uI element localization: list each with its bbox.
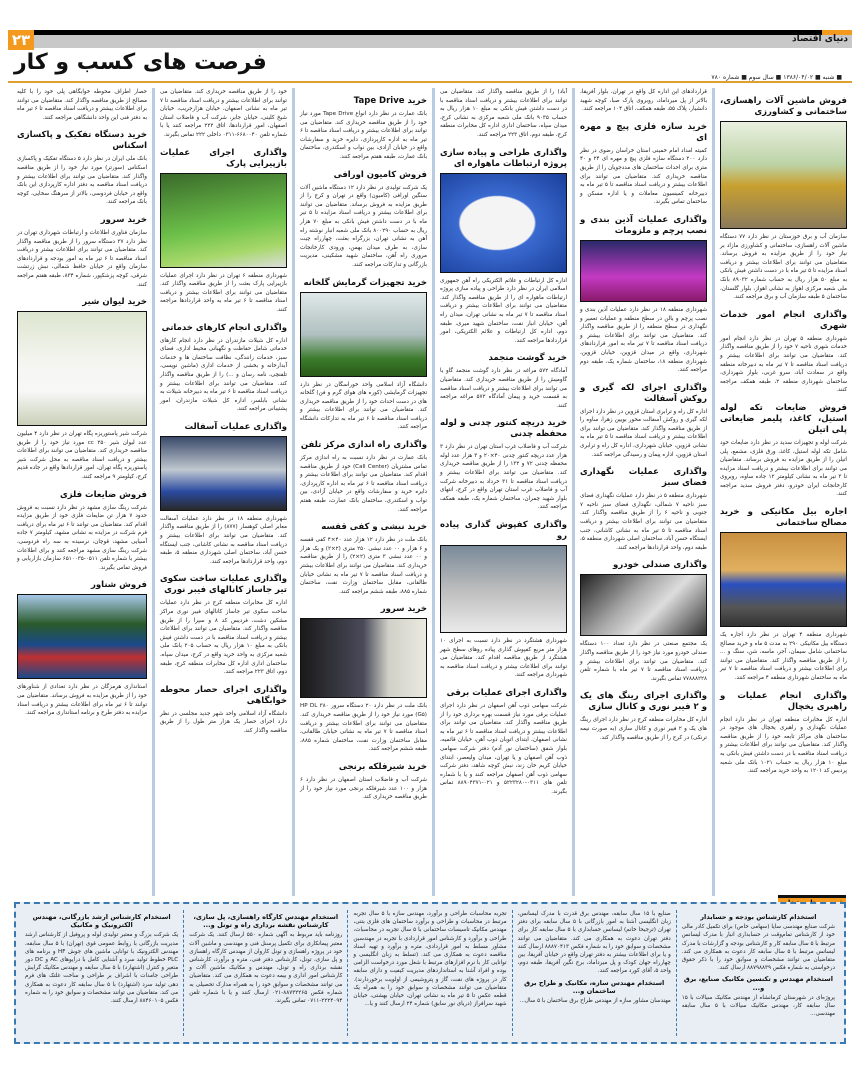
ad-body-text: شهرداری منطقه ۱۸ در نظر دارد عملیات آسفالت معابر اصلی کوهسار (۸۷۷) را از طریق مناقصه واگذار کند. متقاضیان می توانند برای اطلاعات بیشتر و دریافت اسناد مناقصه به نشانی کاشانی، جنب ایستگاه حسن آباد، ساختمان اصلی شهرداری منطقه ۵، طبقه دوم، واحد قراردادها مراجعه کنند. — [160, 515, 287, 565]
dateline: ■ شنبه ■ ۱۳۸۶/۰۴/۰۲ ■ سال سوم ■ شماره ۷۸۰ — [705, 74, 848, 81]
paper-name-logo: دنیای اقتصاد — [792, 34, 848, 44]
job-ad-headline: استخدام مهندس و تکنسین مکانیک صنایع، برق و... — [683, 975, 833, 992]
city-lights-photo — [580, 240, 707, 302]
column-5 — [152, 88, 292, 896]
ad-item — [300, 170, 427, 270]
ad-body-text: اداره کل ارتباطات و علائم الکتریکی راه آهن جمهوری اسلامی ایران در نظر دارد طراحی و پیاده سازی پروژه ارتباطات ماهواره ای را از طریق مناقصه واگذار کند. متقاضیان می توانند برای اطلاعات بیشتر و دریافت اسناد مناقصه تا ۷ تیر ماه به نشانی تهران، میدان راه آهن، خیابان انبار نفت، ساختمان شهید میری، طبقه دوم، اداره کل ارتباطات و علائم الکتریکی، امور قراردادها مراجعه کنند. — [440, 277, 567, 344]
ad-headline: واگذاری اجرای عملیات برقی — [446, 688, 567, 698]
job-ad-body-text: یک شرکت بزرگ و معتبر تولیدی لوله و پروفیل از کارشناس ارشد مدیریت بازرگانی با روابط عمومی قوی (تهران) با ۵ سال سابقه، مهندس الکترونیک با توانایی ماشین های جوش HF و برنامه های PLC خطوط تولید سرد و آشنایی کامل با درایوهای AC و DC دور متغیر و کنترل (اشتهارد) با ۵ سال سابقه و مهندس مکانیک گرایش طراحی جامدات با اشراف بر طراحی و ساخت غلتک های فرم دهی تولید سرد (اشتهارد) با ۵ سال سابقه کار دعوت به همکاری می کند. متقاضیان می توانند مشخصات و سوابق خود را به شماره فکس ۸۸۴۶۰۱۰۵ ارسال کنند. — [24, 932, 179, 1005]
ad-body-text: شرکت شیر پاستوریزه پگاه تهران در نظر دارد ۴ میلیون عدد لیوان شیر ۲۵۰ cc مورد نیاز خود را از طریق مناقصه خریداری کند. متقاضیان می توانند برای اطلاعات بیشتر و دریافت اسناد مناقصه به محل شرکت شیر پاستوریزه پگاه تهران، امور قراردادها واقع در جاده قدیم کرج، کیلومتر ۹ مراجعه کنند. — [17, 431, 148, 481]
ad-item — [580, 215, 707, 375]
ad-item — [17, 580, 147, 717]
ad-item — [580, 122, 707, 207]
ad-item — [720, 507, 847, 683]
crane-photo — [720, 121, 847, 229]
ad-body-text: یک شرکت تولیدی در نظر دارد ۱۲ دستگاه ماشین آلات سنگین اورافی (کامیون) واقع در تهران و کرج را از طریق مزایده به فروش برساند. متقاضیان می توانند برای اطلاعات بیشتر و دریافت اسناد مزایده تا ۵ تیر ماه با در دست داشتن فیش بانکی به مبلغ ۷۰ هزار ریال به حساب ۸۰۰۲۹۰ بانک ملی شعبه انبار نوشته راه آهن به نشانی تهران، بزرگراه بعثت، چهارراه چیت سازی، به طرف میدان بهمن، ورودی کارخانجات مروری راه آهن، ساختمان شهید مشکینی، مدیریت بازرگانی و تدارکات مراجعه کنند. — [300, 184, 428, 268]
ad-headline: فروش ضایعات تکه لوله استیل، کاغذ، پلیمر ضایعاتی پلی اتیلن — [720, 402, 847, 435]
boat-photo — [17, 594, 147, 679]
ad-headline: خرید نبشی و کفی قفسه — [321, 522, 427, 533]
job-ad-headline: استخدام مهندس سازه، مکانیک و طراح برق ساختمان و... — [524, 978, 665, 995]
ad-body-text: شهرداری هشتگرد در نظر دارد نسبت به اجرای ۱۰ هزار متر مربع کفپوش گذاری پیاده روهای سطح شهر هشتگرد از طریق مناقصه اقدام کند. متقاضیان می توانند برای اطلاعات بیشتر و دریافت اسناد مناقصه به شهرداری مراجعه کنند. — [440, 638, 567, 679]
ad-item — [17, 130, 147, 207]
ad-body-text: کمیته امداد امام خمینی استان خراسان رضوی در نظر دارد ۲۰۰ دستگاه سازه فلزی پیچ و مهره ای ۲۴ و ۴۰ متری برای احداث ساختمان های مددجویان را از طریق مناقصه خریداری کند. متقاضیان می توانند برای اطلاعات بیشتر و دریافت اسناد مناقصه تا ۵ تیر ماه به دبیرخانه کمیسیون معاملات و یا اداره مسکن و ساختمان تماس بگیرند. — [580, 147, 708, 206]
article-columns — [8, 88, 852, 896]
ad-item — [440, 353, 567, 410]
job-ad-body-text: تجربه محاسبات طراحی و برآورد، مهندس سازه با ۵ سال تجربه مرتبط در محاسبات و طراحی و برآورد ساختمان های فلزی بتنی، مهندس مکانیک تاسیسات ساختمانی با ۵ سال تجربه در محاسبات، طراحی و برآورد و کارشناس امور قراردادی با تجربه در مهندسین مشاور مسلط به امور قراردادی، متره و برآورد و تهیه اسناد مناقصه دعوت به همکاری می کند. (تسلط به زبان انگلیسی و توانایی کار با نرم افزارهای مرتبط با شغل مورد درخواست الزامی بوده و افراد آشنا به استانداردهای مدیریت کیفیت و دارای سابقه کار در پروژه های نفت، گاز و پتروشیمی از اولویت برخوردارند). متقاضیان می توانند مشخصات و سوابق خود را به همراه یک قطعه عکس تا ۵ تیر ماه به نشانی تهران، خیابان بهشتی، خیابان شهید سرافراز (دریای نور سابق) شماره ۲۴ ارسال کنند و یا... — [353, 911, 507, 1008]
page-number: ۲۳ — [8, 30, 34, 50]
ad-item — [720, 403, 847, 499]
ad-body-text: دانشگاه آزاد اسلامی واحد شهر جدید مجلسی در نظر دارد اجرای حصار یک هزار متر طول را از طریق مناقصه واگذار کند. — [160, 710, 287, 734]
ad-headline: فروش ماشین آلات راهسازی، ساختمانی و کشاورزی — [720, 96, 847, 117]
classified-column-1 — [676, 910, 840, 1036]
ad-headline: واگذاری انجام عملیات و راهبری یخچال — [720, 690, 847, 712]
ad-body-text: بانک ملی ایران در نظر دارد ۵ دستگاه تفکیک و پاکسازی اسکناس (سورتر) مورد نیاز خود را از طریق مناقصه واگذار کند. متقاضیان می توانند برای اطلاعات بیشتر و دریافت اسناد مناقصه به دفتر اداره کارپردازی این بانک واقع در خیابان فردوسی، بالاتر از سرهنگ سخایی، کوچه بانک مراجعه کنند. — [17, 156, 147, 206]
ad-body-text: بانک ملت در نظر دارد ۲۰ دستگاه سرور HP DL ۳۸۰ (G۵) مورد نیاز خود را از طریق مناقصه خریداری کند. متقاضیان می توانند برای اطلاعات بیشتر و دریافت اسناد مناقصه تا ۷ تیر ماه به نشانی خیابان طالقانی، مقابل ساختمان وزارت نفت، ساختمان شماره ۸۸۵، طبقه ششم مراجعه کنند. — [300, 703, 428, 753]
ad-item — [440, 88, 567, 140]
ad-headline: خرید Tape Drive — [353, 96, 427, 106]
ad-headline: خرید گوشت منجمد — [488, 353, 567, 364]
classified-column-3 — [347, 910, 511, 1036]
ad-body-text: دانشگاه آزاد اسلامی واحد خوراسگان در نظر دارد تجهیزات گرمایشی (کوره های هوای گرم و فن) گلخانه های در دست احداث خود را از طریق مناقصه خریداری کند. متقاضیان می توانند برای اطلاعات بیشتر و دریافت اسناد مناقصه تا ۶ تیر ماه به تدارکات دانشگاه مراجعه کنند. — [300, 381, 428, 431]
ad-item — [17, 215, 147, 289]
ad-headline: واگذاری انجام کارهای خدماتی — [161, 322, 287, 333]
column-4 — [292, 88, 432, 896]
ad-headline: خرید تجهیزات گرمایش گلخانه — [303, 277, 427, 288]
ad-item — [17, 490, 147, 573]
ad-body-text: بانک عمارت در نظر دارد انواع Tape Drive مورد نیاز خود را از طریق مناقصه خریداری کند. متقاضیان می توانند برای اطلاعات بیشتر و دریافت اسناد مناقصه تا ۶ تیر ماه به اداره کارپردازی، دایره خرید و سفارشات واقع در خیابان آزادی، بین نواب و اسکندری، ساختمان بانک عمارت، طبقه هفتم مراجعه کنند. — [300, 111, 427, 160]
ad-item — [17, 297, 147, 482]
ad-body-text: شهرداری منطقه ۱۸ در نظر دارد عملیات آذین بندی و نصب پرچم و بالن در سطح منطقه و عملیات تعمیر و نگهداری در سطح منطقه را از طریق مناقصه واگذار کند. متقاضیان می توانند برای اطلاعات بیشتر و دریافت اسناد مناقصه تا ۷ تیر ماه به امور قراردادهای شهرداری، واقع در میدان قزوین، خیابان قزوین، شهرداری منطقه ۱۸، ساختمان شماره یک، طبقه دوم مراجعه کنند. — [580, 306, 708, 374]
column-2 — [572, 88, 712, 896]
ad-headline: واگذاری اجرای لکه گیری و روکش آسفالت — [580, 382, 707, 404]
ad-headline: واگذاری عملیات ساخت سکوی تیر جاساز کانالهای فیبر نوری — [160, 574, 287, 596]
milk-glass-photo — [17, 311, 147, 426]
column-6 — [12, 88, 152, 896]
ad-headline: خرید سازه فلزی پیچ و مهره ای — [580, 121, 707, 143]
ad-item — [160, 422, 287, 567]
masthead — [8, 30, 852, 48]
ad-headline: واگذاری انجام امور خدمات شهری — [720, 309, 847, 331]
ad-headline: فروش ضایعات فلزی — [59, 489, 147, 500]
classified-column-5 — [20, 910, 183, 1036]
ad-body-text: حصار اطراف محوطه خوابگاهی پلی خود را با کلیه مصالح از طریق مناقصه واگذار کند. متقاضیان می توانند برای اطلاعات بیشتر و دریافت اسناد مناقصه تا ۶ تیر ماه به دفتر فنی این واحد دانشگاهی مراجعه کنند. — [17, 89, 147, 121]
column-3 — [432, 88, 572, 896]
ad-headline: خرید دریچه کنتور چدنی و لوله محفظه چدنی — [440, 418, 567, 440]
ad-body-text: قراردادهای این اداره کل واقع در تهران، بلوار آفریقا، بالاتر از پل میرداماد، روبروی پارک صبا، کوچه شهید دانشیار، پلاک ۵۵، طبقه همکف، اتاق ۱۰۴ مراجعه کنند. — [580, 89, 707, 113]
ad-body-text: شهرداری منطقه ۶ تهران در نظر دارد اجرای عملیات بازپیرایی پارک بعثت را از طریق مناقصه واگذار کند. متقاضیان می توانند برای اطلاعات بیشتر و دریافت اسناد مناقصه تا ۶ تیر ماه به واحد قراردادها مراجعه کنند. — [160, 272, 287, 313]
ad-headline: اجاره بیل مکانیکی و خرید مصالح ساختمانی — [720, 507, 847, 529]
classifieds-box — [14, 902, 846, 1044]
ad-item — [160, 148, 287, 315]
park-photo — [160, 173, 287, 268]
ad-item — [300, 604, 427, 754]
ad-body-text: بانک ملت در نظر دارد ۱۲ هزار عدد ۴۰×۴ کفی قفسه و ۶ هزار و ۰۰ عدد نبشی ۲۵۰ متری (۲×۲) و یک هزار و ۰۰ عدد نبشی ۳ متری (۲×۲) را از طریق مناقصه خریداری کند. متقاضیان می توانند برای اطلاعات بیشتر و دریافت اسناد مناقصه تا ۷ تیر ماه به نشانی خیابان طالقانی، مقابل ساختمان وزارت نفت، ساختمان شماره ۸۸۵، طبقه ششم مراجعه کنند. — [300, 537, 428, 595]
ad-item — [720, 310, 847, 395]
satellite-dish-photo — [440, 173, 567, 273]
greenhouse-photo — [300, 292, 427, 377]
ad-item — [300, 278, 427, 433]
ad-item — [160, 685, 287, 736]
ad-item — [440, 418, 567, 512]
car-seats-photo — [580, 574, 707, 636]
ad-body-text: شرکت سهامی ذوب آهن اصفهان در نظر دارد اجرای عملیات برقی مورد نیاز قسمت بهره برداری خود را از طریق مناقصه واگذار کند. متقاضیان می توانند برای اطلاعات بیشتر و دریافت اسناد مناقصه تا ۶ تیر ماه به نشانی اصفهان، ابتدای اتوبان ذوب آهن، خیابان قائمیه، بلوار شفق (ساختمان نور آدم) دفتر شرکت سهامی ذوب آهن اصفهان و یا تهران، میدان ولیعصر، ابتدای خیابان کریم خان زند، نبش کوچه شاهد، دفتر شرکت سهامی ذوب آهن اصفهان مراجعه کنند و یا با شماره تلفن های ۰۳۱۱-۵۲۲۳۲۸۰ و ۰۲۱-۸۸۹۰۴۳۷۱ تماس بگیرند. — [440, 703, 567, 795]
ad-body-text: شرکت لوله و تجهیزات سدید در نظر دارد ضایعات خود شامل تکه لوله استیل، کاغذ، ورق فلزی، مشمع، پلی اتیلن را از طریق مزایده به فروش برساند. متقاضیان می توانند برای اطلاعات بیشتر و دریافت اسناد مزایده تا ۳ تیر ماه به نشانی کیلومتر ۱۲ جاده ساوه، روبروی کارخانجات ایران خودرو، دفتر فروش سدید مراجعه کنند. — [720, 439, 847, 498]
ad-headline: واگذاری عملیات آسفالت — [184, 421, 287, 432]
ad-body-text: شهرداری منطقه ۴ تهران در نظر دارد اجاره یک دستگاه بیل مکانیکی ۲۹۰ به مدت ۵ ماه و خرید مصالح ساختمانی شامل سیمان، آجر، ماسه، شن، سنگ و ... را از طریق مناقصه واگذار کند. متقاضیان می توانند برای اطلاعات بیشتر و دریافت اسناد مناقصه تا ۷ تیر ماه به ساختمان شهرداری منطقه ۴ مراجعه کنند. — [720, 632, 847, 682]
ad-headline: واگذاری عملیات نگهداری فضای سبز — [580, 467, 707, 489]
ad-body-text: سازمان فناوری اطلاعات و ارتباطات شهرداری تهران در نظر دارد ۳۷ دستگاه سرور را از طریق مناقصه واگذار کند. متقاضیان می توانند برای اطلاعات بیشتر و دریافت اسناد مناقصه تا ۶ تیر ماه به امور بودجه و قراردادهای سازمان واقع در خیابان حافظ شمالی، نبش زرتشت شرقی، کوچه پزشکپور، شماره ۸۳۴، طبقه هفتم مراجعه کنند. — [17, 229, 147, 288]
ad-body-text: شرکت آب و فاضلاب غرب استان تهران در نظر دارد ۳ هزار عدد دریچه کنتور چدنی ۴۰×۲۰ و ۳ هزار عدد لوله محفظه چدنی ۷۲ و ۱۳۲ را از طریق مناقصه خریداری کند. متقاضیان می توانند برای اطلاعات بیشتر و دریافت اسناد مناقصه تا ۳۱ خرداد به دبیرخانه شرکت آب و فاضلاب غرب استان تهران واقع در کرج، انتهای بلوار شهید چمران، ساختمان شماره یک، طبقه همکف مراجعه کنند. — [440, 444, 568, 511]
ad-item — [300, 440, 427, 514]
ad-item — [720, 96, 847, 302]
job-ad-headline: استخدام کارشناس ارشد بازرگانی، مهندس الکترونیک و مکانیک — [32, 913, 171, 930]
ad-body-text: آباد) را از طریق مناقصه واگذار کند. متقاضیان می توانند برای اطلاعات بیشتر و دریافت اسناد مناقصه با در دست داشتن فیش بانکی به مبلغ ۱۰ هزار ریال به حساب ۹۰۳۵ بانک ملی شعبه مرکزی به نشانی کرج، میدان سپاه، ساختمان اداری اداره کل مخابرات منطقه کرج، طبقه دوم، اتاق ۲۲۳ مراجعه کنند. — [440, 89, 567, 138]
ad-body-text: بانک عمارت در نظر دارد نسبت به راه اندازی مرکز تماس مشتریان (Call Center) خود از طریق مناقصه اقدام کند. متقاضیان می توانند برای اطلاعات بیشتر و دریافت اسناد مناقصه تا ۶ تیر ماه به اداره کارپردازی، دایره خرید و سفارشات واقع در خیابان آزادی، بین نواب و اسکندری، ساختمان بانک عمارت، طبقه هفتم مراجعه کنند. — [300, 455, 427, 513]
ad-headline: خرید شیرفلکه برنجی — [338, 761, 427, 772]
ad-headline: خرید دستگاه تفکیک و پاکسازی اسکناس — [17, 130, 147, 152]
ad-headline: واگذاری اجرای رینگ های یک و ۲ فیبر نوری و کانال سازی — [580, 691, 707, 713]
ad-headline: واگذاری کفپوش گذاری پیاده رو — [440, 520, 567, 542]
ad-item — [300, 762, 427, 802]
ad-body-text: اداره کل مخابرات منطقه تهران در نظر دارد انجام عملیات نگهداری و راهبری یخچال های موجود در ساختمان های مراکز تابعه خود را از طریق مناقصه واگذار کند. متقاضیان می توانند برای اطلاعات بیشتر و دریافت اسناد مناقصه با در دست داشتن فیش بانکی به مبلغ ۱۰ هزار ریال به حساب ۱۰۲۱ بانک ملی شعبه پردیس کد ۱۲۰۱ به واحد خرید مراجعه کنند. — [720, 716, 847, 775]
tile-work-photo — [720, 532, 847, 627]
ad-item — [17, 88, 147, 122]
ad-headline: خرید لیوان شیر — [82, 297, 147, 308]
road-roller-photo — [160, 436, 287, 511]
ad-item — [160, 88, 287, 140]
ad-headline: فروش شناور — [90, 580, 147, 591]
ad-headline: خرید سرور — [380, 604, 427, 615]
title-rule — [8, 81, 852, 83]
ad-headline: خرید سرور — [100, 214, 147, 225]
job-ad-body-text: روزنامه باید مربوط به آگهی شماره ۵۵۰ ارسال کنند. یک شرکت معتبر پیمانکاری برای تکمیل پرسنل فنی و مهندسی و ماشین آلات خود در پروژه راهسازی و تونل کاروان از مهندس کارگاه راهسازی و پل سازی، تونل، کارشناس دفتر فنی، متره و برآورد، کارشناس نقشه برداری راه و تونل، مهندس و مکانیک ماشین آلات و کارشناس امور اداری و بیمه دعوت به همکاری می کند. متقاضیان می توانند مشخصات و سوابق خود را به همراه مدارک تحصیلی به شماره فکس ۸۸۷۳۲۲۶۵-۰۲۱ ارسال کنند و یا با شماره تلفن ۲۲۲۴۰۹۴-۰۷۱۱ تماس بگیرند. — [189, 932, 343, 1005]
ad-body-text: شرکت رینگ سازی مشهد در نظر دارد نسبت به فروش حدود ۷ هزار تن ضایعات فلزی خود از طریق مزایده اقدام کند. متقاضیان می توانند تا ۶ تیر ماه برای دریافت فرم شرکت در مزایده به نشانی مشهد، کیلومتر ۷ جاده آسیایی مشهد، قوچان، نرسیده به سه راه فردوسی، شرکت رینگ سازی مشهد مراجعه کنند و برای اطلاعات بیشتر با شماره تلفن ۰۵۱۱-۶۵۱۰۰۳۵ سازمان بازاریابی و فروش تماس بگیرند. — [17, 504, 148, 571]
ad-headline: فروش کامیون اورافی — [333, 169, 427, 180]
ad-body-text: آمادگاه ۵۷۲ مراغه در نظر دارد گوشت منجمد گاو یا گاومیش را از طریق مناقصه خریداری کند. متقاضیان می توانند برای اطلاعات بیشتر و دریافت اسناد مناقصه به قسمت خرید و پیمان آمادگاه ۵۷۲ مراغه مراجعه کنند. — [440, 368, 567, 409]
ad-item — [300, 522, 427, 596]
ad-item — [160, 574, 287, 676]
masthead-gray-bar — [26, 35, 852, 48]
job-ad-body-text: مهندسان مشاور سازه از مهندس طراح برق ساختمان با ۵ سال... — [519, 998, 671, 1005]
ad-headline: واگذاری اجرای حصار محوطه خوابگاهی — [160, 684, 287, 706]
ad-item — [300, 96, 427, 162]
ad-item — [580, 383, 707, 460]
ad-headline: واگذاری اجرای عملیات بازپیرایی پارک — [160, 147, 287, 169]
column-1 — [712, 88, 852, 896]
ad-item — [440, 688, 567, 797]
classified-column-4 — [183, 910, 347, 1036]
ad-headline: واگذاری صندلی خودرو — [613, 560, 707, 571]
ad-item — [580, 88, 707, 114]
ad-body-text: اداره کل مخابرات منطقه کرج در نظر دارد اجرای رینگ های یک و ۲ فیبر نوری و کانال سازی (به صورت نیمه ترنکی) در کرج را از طریق مناقصه واگذار کند. — [579, 717, 708, 741]
sidewalk-photo — [440, 545, 567, 633]
ad-headline: واگذاری راه اندازی مرکز تلفن — [300, 440, 427, 451]
ad-item — [440, 148, 567, 346]
job-ad-headline: استخدام کارشناس بودجه و حسابدار — [700, 913, 817, 921]
ad-item — [440, 520, 567, 680]
ad-body-text: اداره کل شیلات مازندران در نظر دارد انجام کارهای خدماتی شامل حفاظت و نگهبانی محیط اداری، فضای سبز، خدمات رانندگی، نظافت ساختمان ها و خدمات آبدارخانه و بخشی از خدمات اداری (ماشین نویسی، تلفنچی، نامه رسان و ...) را از طریق مناقصه واگذار کند. متقاضیان می توانند برای اطلاعات بیشتر و دریافت اسناد مناقصه تا ۶ تیر ماه به دبیرخانه شیلات به نشانی بابلسر، اداره کل شیلات مازندران، امور پشتیبانی مراجعه کنند. — [160, 337, 288, 413]
ad-item — [160, 323, 287, 414]
ad-body-text: شرکت آب و فاضلاب استان اصفهان در نظر دارد ۶ هزار و ۱۰۰ عدد شیرفلکه برنجی مورد نیاز خود را از طریق مناقصه خریداری کند. — [300, 776, 427, 801]
job-ad-body-text: پروژه‌ای در شهرستان کرمانشاه از مهندس مکانیک سیالات با ۱۵ سال سابقه کار، مهندس مکانیک سیالات با ۵ سال سابقه مهندسی... — [681, 994, 835, 1018]
ad-headline: واگذاری طراحی و پیاده سازی پروژه ارتباطات ماهواره ای — [440, 147, 567, 169]
ad-item — [580, 560, 707, 683]
ad-body-text: یک مجتمع صنعتی در نظر دارد تعداد ۱۰۰ دستگاه صندلی خودرو مورد نیاز خود را از طریق مناقصه واگذار کند. متقاضیان می توانند برای اطلاعات بیشتر و دریافت اسناد مناقصه تا ۷ تیر ماه با شماره تلفن ۷۷۸۸۸۲۲۸ تماس بگیرند. — [580, 641, 708, 682]
ad-item — [580, 691, 707, 742]
ad-body-text: شهرداری منطقه ۵ در نظر دارد عملیات نگهداری فضای سبز ناحیه ۷ شمالی، نگهداری فضای سبز ناحیه ۷ جنوبی و ناحیه ۶ را از طریق مناقصه واگذار کند. متقاضیان می توانند برای اطلاعات بیشتر و دریافت اسناد مناقصه تا ۵ تیر ماه به نشانی کاشانی، جنب ایستگاه حسن آباد، ساختمان اصلی شهرداری منطقه ۵، طبقه دوم، واحد قراردادها مراجعه کنند. — [580, 493, 707, 551]
job-ad-body-text: شرکت صنایع مهندسی سایا (سهامی خاص) برای تکمیل کادر مالی خود از کارشناس تمام‌وقت در حسابداری انبار با مدرک لیسانس مرتبط با ۵ سال سابقه کار و کارشناس بودجه و گزارشات با مدرک لیسانس مرتبط با ۵ سال سابقه کار دعوت به همکاری می کند. متقاضیان می توانند مشخصات و سوابق خود را با ذکر حقوق درخواستی به شماره فکس ۸۸۷۹۸۸۳۹ ارسال کنند. — [681, 924, 835, 972]
ad-body-text: استانداری هرمزگان در نظر دارد تعدادی از شناورهای خود را از طریق مزایده به فروش برساند. متقاضیان می توانند تا ۶ تیر ماه برای اطلاعات بیشتر و دریافت اسناد مزایده به دفتر طرح و برنامه استانداری مراجعه کنند. — [17, 684, 148, 717]
classified-column-2 — [512, 910, 676, 1036]
ad-body-text: اداره کل مخابرات منطقه کرج در نظر دارد عملیات ساخت سکوی تیر جاساز کانالهای فیبر نوری مراکز مشکین دشت، فردیس کد ۸ و سپرا را از طریق مناقصه واگذار کند. متقاضیان می توانند برای اطلاعات بیشتر و دریافت اسناد مناقصه با در دست داشتن فیش بانکی به مبلغ ۱۰ هزار ریال به حساب ۲۰۵ بانک ملی شعبه مرکزی به واحد خرید واقع در کرج، میدان سپاه، ساختمان اداری اداره کل مخابرات منطقه کرج، طبقه دوم، اتاق ۲۲۳ مراجعه کنند. — [160, 600, 287, 676]
ad-body-text: شهرداری منطقه ۵ تهران در نظر دارد انجام امور خدمات شهری ناحیه ۷ خود را از طریق مناقصه واگذار کند. متقاضیان می توانند برای اطلاعات بیشتر و دریافت اسناد مناقصه تا ۷ تیر ماه به دبیرخانه منطقه واقع در سعادت آباد، سرو غربی، بلوار شهرداری، ساختمان شهرداری منطقه ۲، طبقه همکف مراجعه کنند. — [720, 335, 848, 394]
server-rack-photo — [300, 618, 427, 698]
ad-headline: واگذاری عملیات آذین بندی و نصب پرچم و ملزومات — [580, 214, 707, 236]
section-title: فرصت های کسب و کار — [14, 50, 267, 75]
job-ad-body-text: صنایع با ۱۵ سال سابقه، مهندس برق قدرت با مدرک لیسانس، زبان انگلیسی آشنا به امور بازرگانی با ۵ سال سابقه برای دفتر تهران (ترجیحا خانم) لیسانس حسابداری با ۵ سال سابقه کار برای دفتر تهران دعوت به همکاری می کند. متقاضیان می توانند مشخصات و سوابق خود را به شماره فکس ۸۸۸۷۰۴۱۳ ارسال کنند و یا برای اطلاعات بیشتر به دفتر تهران واقع در خیابان آفریقا، بین چهارراه جهان کودک و پل میرداماد، برج نگین آفریقا، طبقه دوم، واحد ۵، آقای کورد مراجعه کنند. — [517, 911, 671, 975]
ad-item — [720, 691, 847, 776]
ad-body-text: اداره کل راه و ترابری استان قزوین در نظر دارد اجرای لکه گیری و روکش آسفالت محور بویین زهرا، ساوه را از طریق مناقصه واگذار کند. متقاضیان می توانند برای اطلاعات بیشتر و دریافت اسناد مناقصه تا ۵ تیر ماه به نشانی قزوین، خیابان شهرداری، اداره کل راه و ترابری استان قزوین، اداره پیمان و رسیدگی مراجعه کنند. — [580, 408, 707, 458]
ad-body-text: خود را از طریق مناقصه خریداری کند. متقاضیان می توانند برای اطلاعات بیشتر و دریافت اسناد مناقصه تا ۷ تیر ماه به نشانی اصفهان، خیابان هزارجریب، خیابان شیخ کلینی، خیابان جابر، شرکت آب و فاضلاب استان اصفهان، امور قراردادها، اتاق ۲۲۲ مراجعه کنند یا با شماره تلفن ۶۶۸۰۰۴۰-۰۳۱۱ داخلی ۲۲۲ تماس بگیرند. — [160, 89, 287, 138]
job-ad-headline: استخدام مهندس کارگاه راهسازی، پل سازی، کارشناس نقشه برداری راه و تونل و... — [193, 913, 339, 930]
ad-body-text: سازمان آب و برق خوزستان در نظر دارد ۷۷ دستگاه ماشین آلات راهسازی، ساختمانی و کشاورزی مازاد بر نیاز خود را از طریق مزایده به فروش برساند. متقاضیان می توانند برای اطلاعات بیشتر و دریافت اسناد مزایده تا ۵ تیر ماه با در دست داشتن فیش بانکی به مبلغ ۵۰ هزار ریال به حساب شماره ۸۹۰۳۲ بانک ملی شعبه مرکزی اهواز به نشانی اهواز، بلوار گلستان، ساختمان ۵ طبقه سازمان آب و برق مراجعه کنند. — [720, 234, 848, 301]
ad-item — [580, 467, 707, 552]
